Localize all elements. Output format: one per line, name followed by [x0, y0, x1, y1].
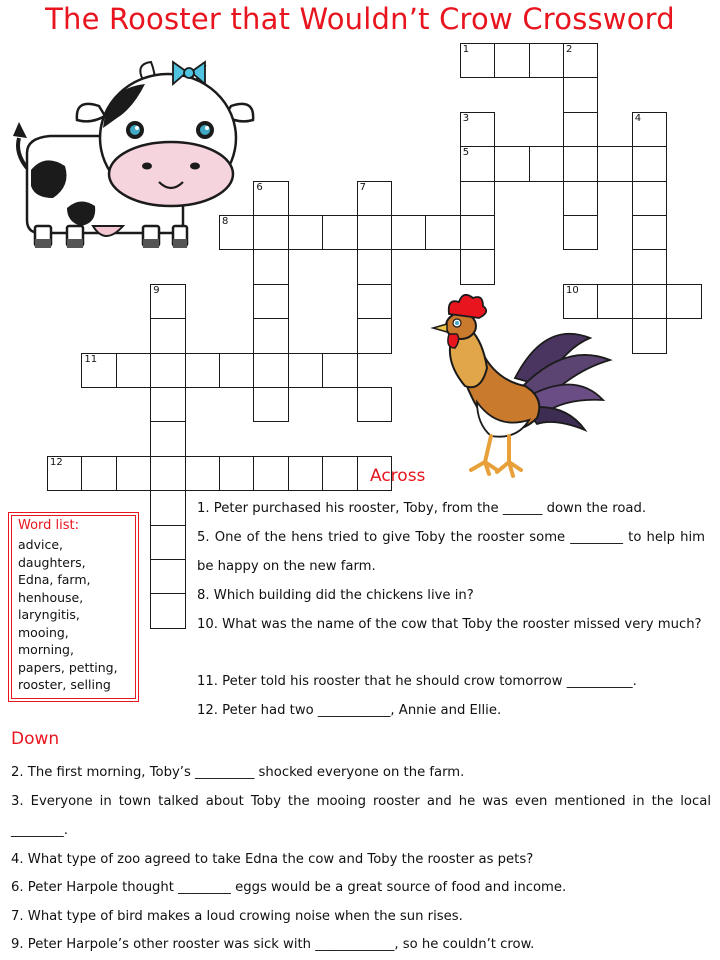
crossword-cell[interactable] [322, 215, 357, 250]
crossword-cell[interactable] [597, 146, 632, 181]
crossword-cell[interactable] [632, 112, 667, 147]
word-list-item: henhouse, [18, 589, 84, 605]
crossword-cell[interactable] [253, 387, 288, 422]
crossword-cell[interactable] [494, 43, 529, 78]
crossword-cell[interactable] [253, 181, 288, 216]
crossword-cell[interactable] [322, 353, 357, 388]
crossword-cell[interactable] [632, 249, 667, 284]
crossword-cell[interactable] [357, 215, 392, 250]
clue-number: 11 [84, 353, 98, 365]
crossword-cell[interactable] [219, 456, 254, 491]
across-clue-11: 11. Peter told his rooster that he should crow tomorrow __________. [197, 674, 637, 689]
crossword-cell[interactable] [460, 181, 495, 216]
down-clue-6: 6. Peter Harpole thought ________ eggs would be a great source of food and income. [11, 880, 567, 895]
crossword-cell[interactable] [150, 456, 185, 491]
crossword-cell[interactable] [563, 215, 598, 250]
crossword-cell[interactable] [150, 353, 185, 388]
across-clue-12: 12. Peter had two ___________, Annie and Ellie. [197, 703, 502, 718]
clue-number: 7 [359, 181, 366, 193]
crossword-cell[interactable] [460, 112, 495, 147]
crossword-cell[interactable] [150, 318, 185, 353]
word-list-item: rooster, selling [18, 677, 111, 692]
rooster-illustration [425, 290, 615, 490]
crossword-cell[interactable] [150, 593, 185, 628]
crossword-cell[interactable] [116, 456, 151, 491]
crossword-cell[interactable] [150, 387, 185, 422]
word-list-item: morning, [18, 642, 74, 657]
clue-number: 2 [566, 44, 573, 55]
cow-illustration [5, 58, 255, 258]
down-clue-4: 4. What type of zoo agreed to take Edna the cow and Toby the rooster as pets? [11, 852, 534, 867]
clue-number: 9 [153, 284, 160, 296]
crossword-cell[interactable] [632, 318, 667, 353]
crossword-cell[interactable] [529, 146, 564, 181]
crossword-cell[interactable] [185, 456, 220, 491]
crossword-cell[interactable] [253, 215, 288, 250]
crossword-cell[interactable] [357, 249, 392, 284]
crossword-cell[interactable] [81, 353, 116, 388]
crossword-cell[interactable] [460, 249, 495, 284]
crossword-cell[interactable] [219, 353, 254, 388]
crossword-cell[interactable] [185, 353, 220, 388]
crossword-cell[interactable] [116, 353, 151, 388]
across-clue-10: 10. What was the name of the cow that Toby the rooster missed very much? [197, 617, 702, 632]
crossword-cell[interactable] [460, 146, 495, 181]
crossword-cell[interactable] [253, 353, 288, 388]
crossword-cell[interactable] [150, 559, 185, 594]
crossword-cell[interactable] [632, 284, 667, 319]
crossword-cell[interactable] [150, 284, 185, 319]
page-title: The Rooster that Wouldn’t Crow Crossword [45, 2, 675, 36]
crossword-cell[interactable] [253, 249, 288, 284]
crossword-cell[interactable] [150, 525, 185, 560]
crossword-cell[interactable] [253, 284, 288, 319]
crossword-cell[interactable] [425, 215, 460, 250]
crossword-cell[interactable] [494, 146, 529, 181]
crossword-cell[interactable] [632, 146, 667, 181]
clue-number: 6 [256, 181, 263, 193]
crossword-cell[interactable] [357, 387, 392, 422]
across-clue-5: 5. One of the hens tried to give Toby the rooster some ________ to help him be happy on the new farm. [197, 530, 705, 574]
down-clue-7: 7. What type of bird makes a loud crowing noise when the sun rises. [11, 909, 463, 924]
word-list-item: papers, petting, [18, 659, 118, 675]
word-list-item: mooing, [18, 624, 69, 640]
crossword-cell[interactable] [288, 353, 323, 388]
word-list-item: daughters, [18, 554, 86, 570]
crossword-cell[interactable] [529, 43, 564, 78]
word-list [8, 512, 139, 702]
crossword-cell[interactable] [563, 43, 598, 78]
crossword-cell[interactable] [253, 456, 288, 491]
crossword-cell[interactable] [666, 284, 701, 319]
word-list-item: Edna, farm, [18, 572, 91, 587]
crossword-cell[interactable] [357, 318, 392, 353]
clue-number: 5 [462, 147, 470, 159]
crossword-cell[interactable] [253, 318, 288, 353]
crossword-cell[interactable] [563, 181, 598, 216]
across-heading: Across [370, 466, 426, 486]
crossword-cell[interactable] [563, 112, 598, 147]
crossword-cell[interactable] [391, 215, 426, 250]
clue-number: 8 [222, 216, 229, 227]
down-clue-2: 2. The first morning, Toby’s _________ shocked everyone on the farm. [11, 765, 465, 780]
clue-number: 12 [50, 456, 63, 468]
crossword-cell[interactable] [288, 215, 323, 250]
crossword-cell[interactable] [357, 181, 392, 216]
crossword-cell[interactable] [322, 456, 357, 491]
crossword-cell[interactable] [460, 43, 495, 78]
crossword-cell[interactable] [563, 146, 598, 181]
crossword-cell[interactable] [632, 215, 667, 250]
across-clue-1: 1. Peter purchased his rooster, Toby, from the ______ down the road. [197, 501, 647, 516]
crossword-cell[interactable] [81, 456, 116, 491]
down-heading: Down [11, 729, 60, 749]
crossword-cell[interactable] [357, 284, 392, 319]
crossword-cell[interactable] [460, 215, 495, 250]
across-clue-8: 8. Which building did the chickens live in? [197, 588, 474, 603]
crossword-cell[interactable] [150, 490, 185, 525]
clue-number: 10 [566, 284, 579, 296]
crossword-cell[interactable] [47, 456, 82, 491]
clue-number: 4 [634, 112, 642, 124]
word-list-item: laryngitis, [18, 607, 80, 622]
clue-number: 3 [462, 112, 470, 124]
word-list-items [18, 536, 118, 694]
crossword-cell[interactable] [632, 181, 667, 216]
crossword-cell[interactable] [150, 421, 185, 456]
crossword-cell[interactable] [288, 456, 323, 491]
clue-number: 1 [462, 44, 470, 55]
down-clue-9: 9. Peter Harpole’s other rooster was sick with ____________, so he couldn’t crow. [11, 937, 535, 952]
crossword-cell[interactable] [563, 77, 598, 112]
word-list-title: Word list: [18, 518, 80, 533]
down-clue-3: 3. Everyone in town talked about Toby the mooing rooster and he was even mentioned in the local ________. [11, 794, 711, 838]
word-list-item: advice, [18, 537, 64, 552]
